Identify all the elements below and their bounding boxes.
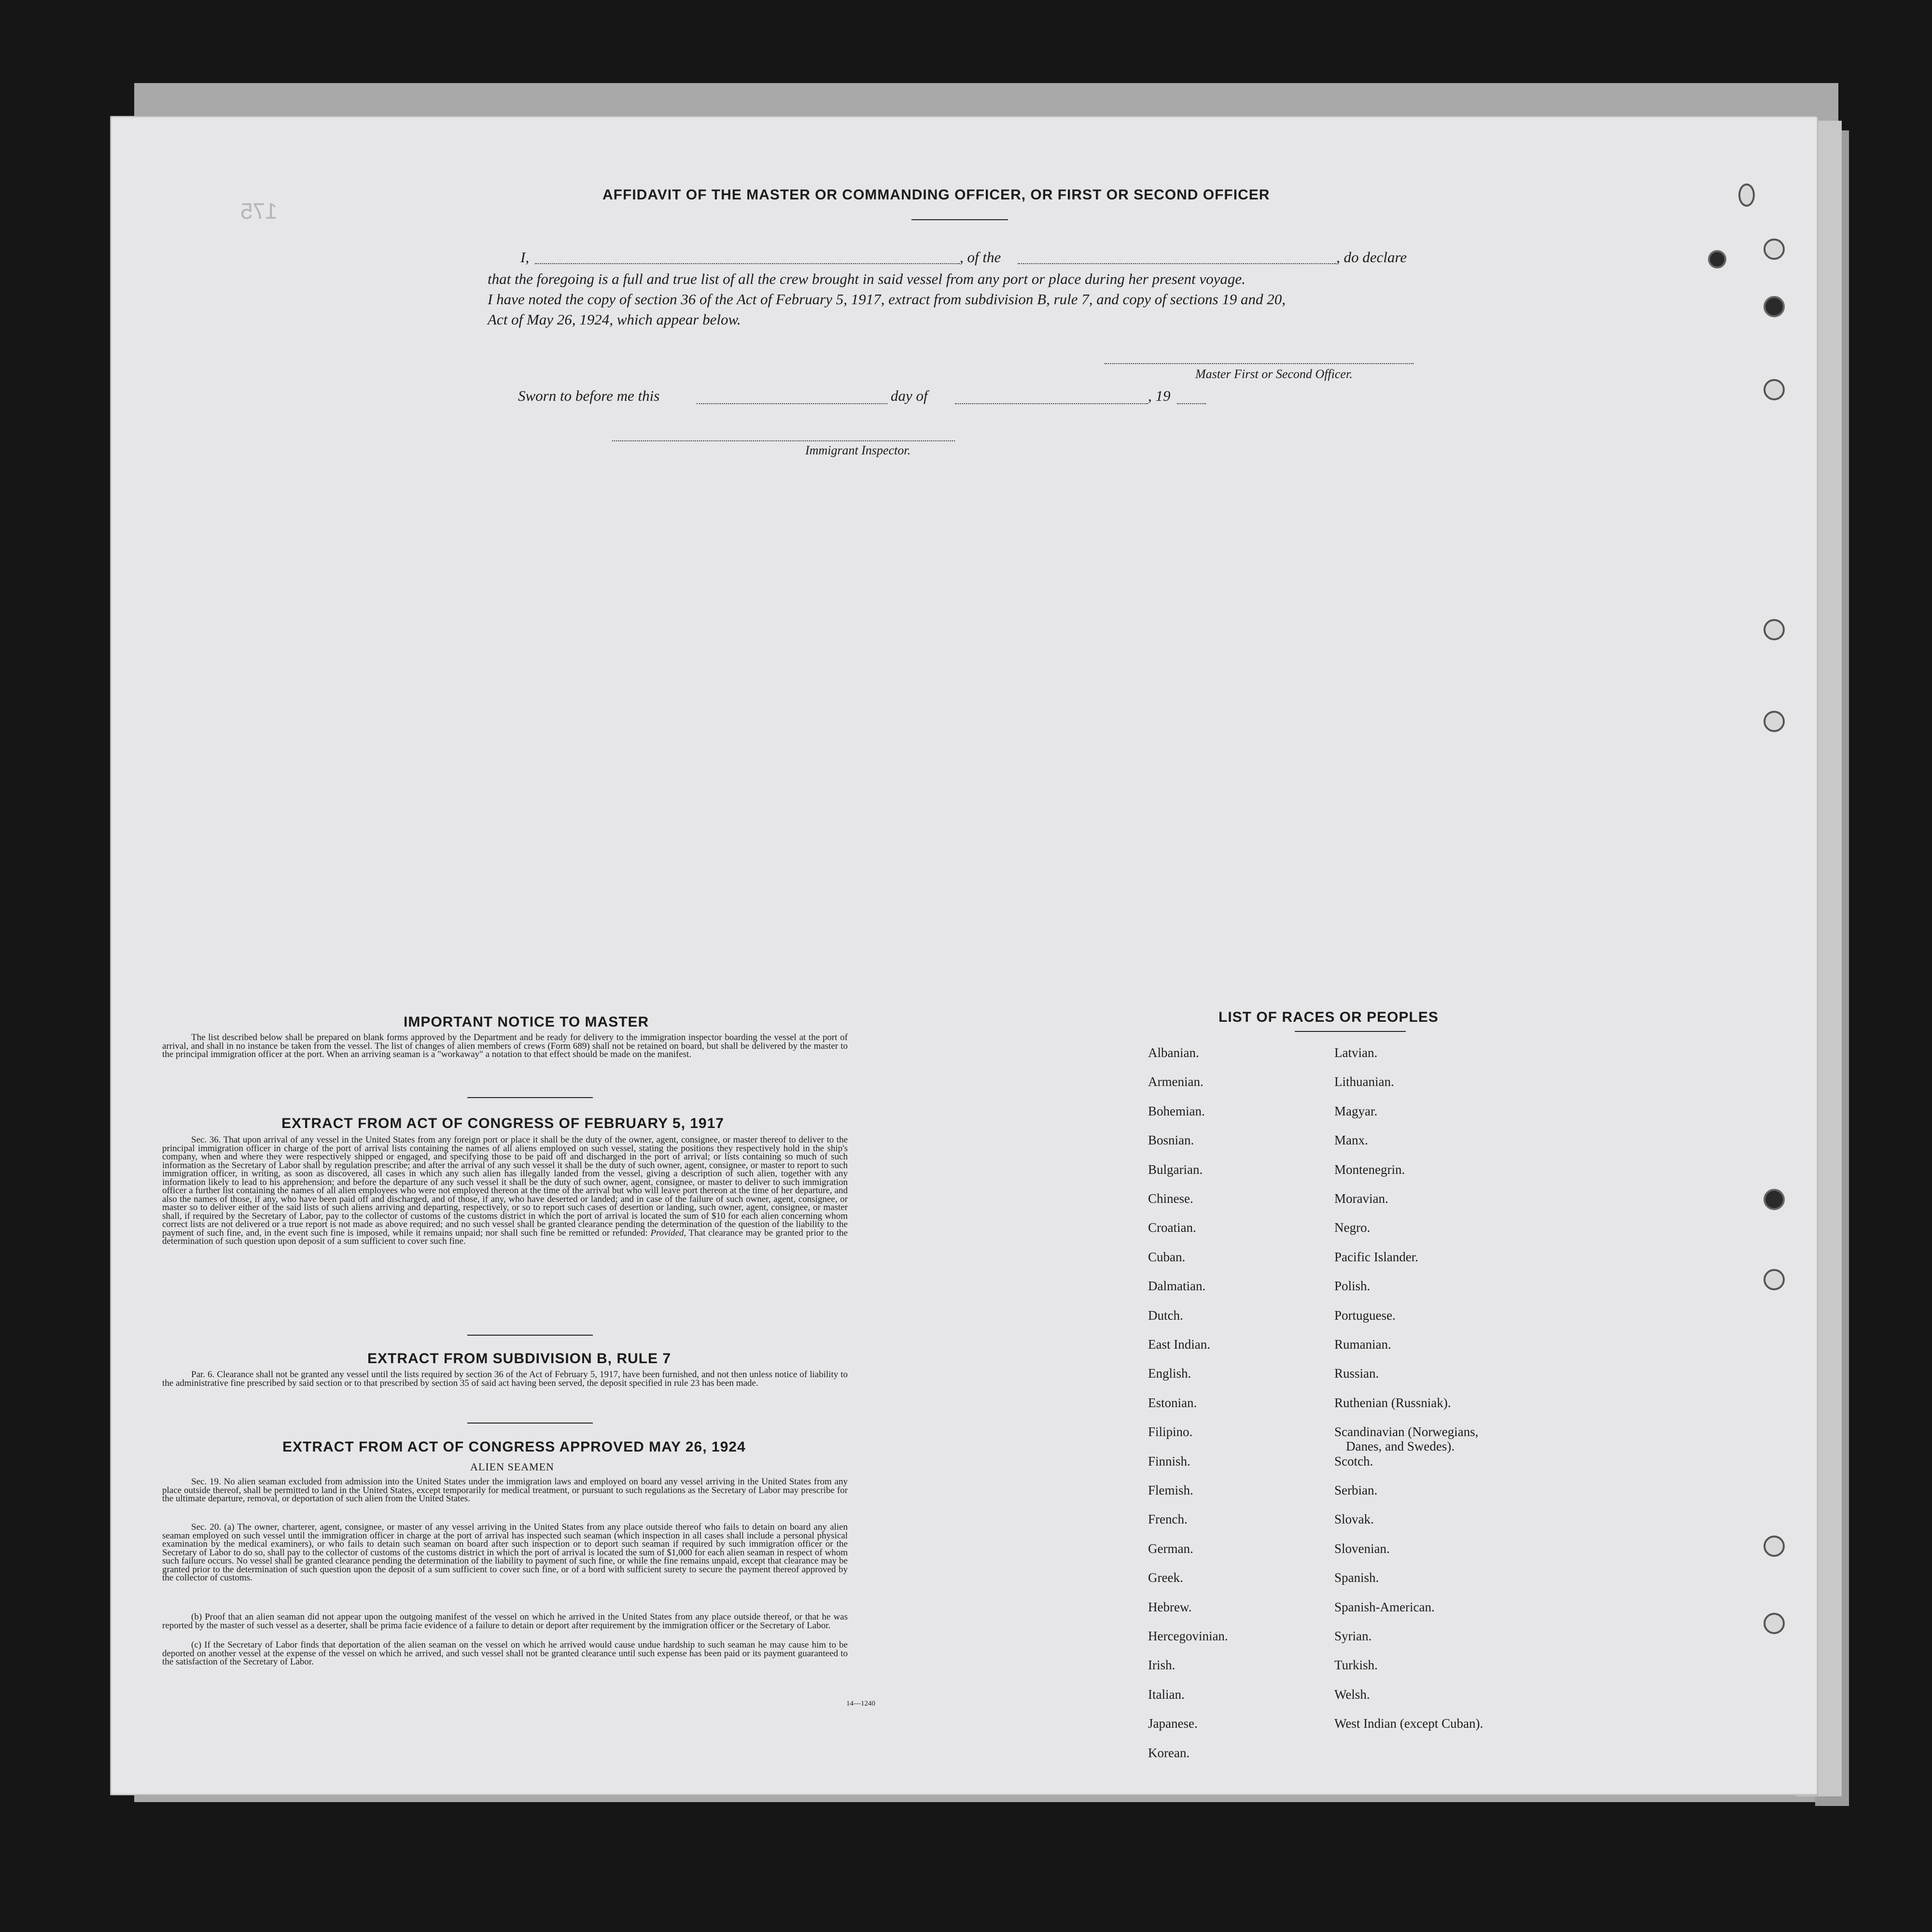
race-item: East Indian. (1148, 1337, 1210, 1352)
extract-1917-title: EXTRACT FROM ACT OF CONGRESS OF FEBRUARY 5, 1917 (281, 1115, 724, 1131)
binder-hole (1764, 711, 1785, 732)
extract-1924-title: EXTRACT FROM ACT OF CONGRESS APPROVED MAY 26, 1924 (282, 1439, 746, 1455)
race-item: Latvian. (1334, 1045, 1378, 1060)
binder-hole (1764, 1613, 1785, 1634)
race-item: Hebrew. (1148, 1599, 1192, 1614)
race-item: German. (1148, 1541, 1193, 1556)
sec19-body: Sec. 19. No alien seaman excluded from admission into the United States under the immigration laws and employed on board any vessel arriving in the United States from any place outside thereof, shall be permitted to land in the United States, except temporarily for medical treatment, or pursuant to such regulations as the Secretary of Labor may prescribe for the ultimate departure, removal, or deportation of such alien from the United States. (162, 1477, 848, 1504)
race-item: Moravian. (1334, 1191, 1388, 1206)
race-item: Filipino. (1148, 1424, 1193, 1439)
binder-hole (1764, 239, 1785, 260)
binder-hole (1738, 183, 1755, 207)
race-item: Scotch. (1334, 1453, 1373, 1468)
binder-hole (1764, 379, 1785, 400)
race-item: Scandinavian (Norwegians, (1334, 1424, 1479, 1439)
binder-hole (1708, 250, 1726, 268)
race-item: Polish. (1334, 1279, 1371, 1294)
race-item: Spanish. (1334, 1570, 1379, 1585)
race-item: Portuguese. (1334, 1308, 1396, 1323)
race-item: Serbian. (1334, 1483, 1378, 1497)
inspector-blank-line[interactable] (612, 440, 955, 441)
form-number: 14—1240 (846, 1700, 875, 1707)
extract-rule7-title: EXTRACT FROM SUBDIVISION B, RULE 7 (367, 1351, 672, 1367)
affidavit-title: AFFIDAVIT OF THE MASTER OR COMMANDING OFFICER, OR FIRST OR SECOND OFFICER (602, 187, 1270, 203)
binder-hole (1764, 1189, 1785, 1210)
race-item: Albanian. (1148, 1045, 1199, 1060)
binder-hole (1764, 1269, 1785, 1290)
alien-seamen-subtitle: ALIEN SEAMEN (470, 1461, 554, 1473)
race-item: Cuban. (1148, 1249, 1186, 1264)
section-divider (467, 1097, 593, 1098)
title-divider (911, 219, 1008, 220)
signature-blank-line[interactable] (1105, 363, 1414, 364)
section-divider (467, 1423, 593, 1424)
race-item: Slovak. (1334, 1512, 1374, 1527)
race-item: Ruthenian (Russniak). (1334, 1395, 1451, 1410)
race-item: Greek. (1148, 1570, 1183, 1585)
name-blank-line[interactable] (535, 263, 960, 264)
race-item: Pacific Islander. (1334, 1249, 1418, 1264)
race-item: Armenian. (1148, 1074, 1204, 1089)
race-item: Spanish-American. (1334, 1599, 1435, 1614)
race-item: Estonian. (1148, 1395, 1197, 1410)
race-item: English. (1148, 1366, 1191, 1381)
extract-1917-body-end: That clearance may be granted prior to the determination of such question upon deposit of a sum sufficient to cover such fine. (162, 1227, 848, 1246)
races-title: LIST OF RACES OR PEOPLES (1218, 1009, 1439, 1025)
race-item: Bosnian. (1148, 1133, 1194, 1148)
extract-rule7-body: Par. 6. Clearance shall not be granted any vessel until the lists required by section 36 of the Act of February 5, 1917, have been furnished, and not then unless notice of liability to the administrative fine prescribed by said section or to that prescribed by section 35 of said act having been served, the deposit specified in rule 23 has been made. (162, 1369, 848, 1388)
sec20b-body: (b) Proof that an alien seaman did not appear upon the outgoing manifest of the vessel on which he arrived in the United States from any place outside thereof, or that he was reported by the master of such vessel as a deserter, shall be prima facie evidence of a failure to detain or deport after requirement by the immigration officer or the Secretary of Labor. (162, 1612, 848, 1631)
race-item: Manx. (1334, 1133, 1368, 1148)
vessel-blank-line[interactable] (1018, 263, 1336, 264)
race-item: Welsh. (1334, 1687, 1370, 1702)
race-item: Irish. (1148, 1658, 1176, 1673)
race-item: Bohemian. (1148, 1103, 1205, 1118)
provided-word: Provided, (650, 1227, 686, 1238)
sworn-month-blank[interactable] (955, 403, 1148, 404)
race-item: Chinese. (1148, 1191, 1193, 1206)
binder-hole (1764, 619, 1785, 640)
race-item: Italian. (1148, 1687, 1185, 1702)
affidavit-of-the: , of the (960, 249, 1001, 266)
affidavit-i: I, (520, 249, 530, 266)
binder-hole (1764, 296, 1785, 317)
sec20c-body: (c) If the Secretary of Labor finds that deportation of the alien seaman on the vessel on which he arrived would cause undue hardship to such seaman he may cause him to be deported on another vessel at the expense of the vessel on which he arrived, and such vessel shall not be granted clearance until such expense has been paid or its payment guaranteed to the satisfaction of the Secretary of Labor. (162, 1640, 848, 1667)
race-item: Japanese. (1148, 1716, 1198, 1731)
race-item: Montenegrin. (1334, 1162, 1405, 1177)
race-item: Russian. (1334, 1366, 1379, 1381)
race-item: Dutch. (1148, 1308, 1183, 1323)
race-item: Lithuanian. (1334, 1074, 1394, 1089)
race-item: Magyar. (1334, 1103, 1378, 1118)
races-divider (1295, 1031, 1406, 1032)
race-item: Turkish. (1334, 1658, 1378, 1673)
race-item: Slovenian. (1334, 1541, 1390, 1556)
notice-body: The list described below shall be prepared on blank forms approved by the Department and be ready for delivery to the immigration inspector boarding the vessel at the port of arrival, and shall in no instance be taken from the vessel. The list of changes of alien members of crews (Form 689) shall not be retained on board, but shall be delivered by the master to the principal immigration officer at the port. When an arriving seaman is a "workaway" a notation to that effect should be made on the manifest. (162, 1032, 848, 1059)
race-item: Hercegovinian. (1148, 1629, 1228, 1643)
extract-1917-body-start: Sec. 36. That upon arrival of any vessel in the United States from any foreign port or place it shall be the duty of the owner, agent, consignee, or master thereof to deliver to the principal immigration officer in charge of the port of arrival lists containing the names of all aliens employed on such vessel, stating the positions they respectively hold in the ship's company, when and where they were respectively shipped or engaged, and specifying those to be paid off and discharged in the port of arrival; or lists containing so much of such information as the Secretary of Labor shall by regulation prescribe; and after the arrival of any such vessel it shall be the duty of such owner, agent, consignee, or master to report to such immigration officer, in writing, as soon as discovered, all cases in which any such alien has illegally landed from the vessel, giving a description of such alien, together with any information likely to lead to his apprehension; and before the departure of any such vessel it shall be the duty of such owner, agent, consignee, or master to deliver to such immigration officer a further list containing the names of all alien employees who were not employed thereon at the time of the arrival but who will leave port thereon at the time of her departure, and also the names of those, if any, who have been paid off and discharged, and of those, if any, who have deserted or landed; and in case of the failure of such owner, agent, consignee, or master so to deliver either of the said lists of such aliens arriving and departing, respectively, or so to report such cases of desertion or landing, such owner, agent, consignee, or master shall, if required by the Secretary of Labor, pay to the collector of customs of the customs district in which the port of arrival is located the sum of $10 for each alien concerning whom correct lists are not delivered or a true report is not made as above required; and no such vessel shall be granted clearance pending the determination of the question of the liability to the payment of such fine, and, in the event such fine is imposed, while it remains unpaid; nor shall such fine be remitted or refunded: (162, 1135, 848, 1238)
affidavit-line-2: that the foregoing is a full and true list of all the crew brought in said vessel from any port or place during her present voyage. (488, 270, 1246, 287)
sworn-day-blank[interactable] (697, 403, 887, 404)
race-item: Korean. (1148, 1745, 1190, 1760)
race-item: Finnish. (1148, 1453, 1190, 1468)
document-page (110, 116, 1818, 1795)
year-label: , 19 (1148, 387, 1171, 404)
signature-label: Master First or Second Officer. (1195, 367, 1353, 381)
race-item: Rumanian. (1334, 1337, 1391, 1352)
day-of-label: day of (891, 387, 928, 404)
affidavit-line-4: Act of May 26, 1924, which appear below. (488, 311, 741, 328)
affidavit-declare: , do declare (1336, 249, 1407, 266)
section-divider (467, 1335, 593, 1336)
extract-1917-body (162, 1136, 848, 1246)
affidavit-line-3: I have noted the copy of section 36 of the Act of February 5, 1917, extract from subdivision B, rule 7, and copy of sections 19 and 20, (488, 291, 1286, 308)
race-item: Dalmatian. (1148, 1279, 1206, 1294)
inspector-label: Immigrant Inspector. (805, 443, 911, 457)
notice-title: IMPORTANT NOTICE TO MASTER (404, 1014, 649, 1030)
race-item: West Indian (except Cuban). (1334, 1716, 1484, 1731)
race-item: Croatian. (1148, 1220, 1196, 1235)
bleed-through-page-number: 175 (240, 198, 278, 224)
race-item: Negro. (1334, 1220, 1371, 1235)
race-item: Flemish. (1148, 1483, 1193, 1497)
race-item: Bulgarian. (1148, 1162, 1203, 1177)
binder-hole (1764, 1536, 1785, 1557)
race-item: Syrian. (1334, 1629, 1372, 1643)
sworn-label: Sworn to before me this (518, 387, 660, 404)
year-blank[interactable] (1177, 403, 1206, 404)
race-item: Danes, and Swedes). (1346, 1439, 1455, 1454)
sec20a-body: Sec. 20. (a) The owner, charterer, agent, consignee, or master of any vessel arriving in the United States from any place outside thereof who fails to detain on board any alien seaman employed on such vessel until the immigration officer in charge at the port of arrival has inspected such seaman (which inspection in all cases shall include a personal physical examination by the medical examiners), or who fails to detain such seaman on board after such inspection or to deport such seaman if required by such immigration officer or the Secretary of Labor to do so, shall pay to the collector of customs of the customs district in which the port of arrival is located the sum of $1,000 for each alien seaman in respect of whom such failure occurs. No vessel shall be granted clearance pending the determination of the liability to payment of such fine, or while the fine remains unpaid, except that clearance may be granted prior to the determination of such question upon the deposit of a sum sufficient to cover such fine, or of a bord with sufficient surety to secure the payment thereof approved by the collector of customs. (162, 1522, 848, 1583)
race-item: French. (1148, 1512, 1188, 1527)
